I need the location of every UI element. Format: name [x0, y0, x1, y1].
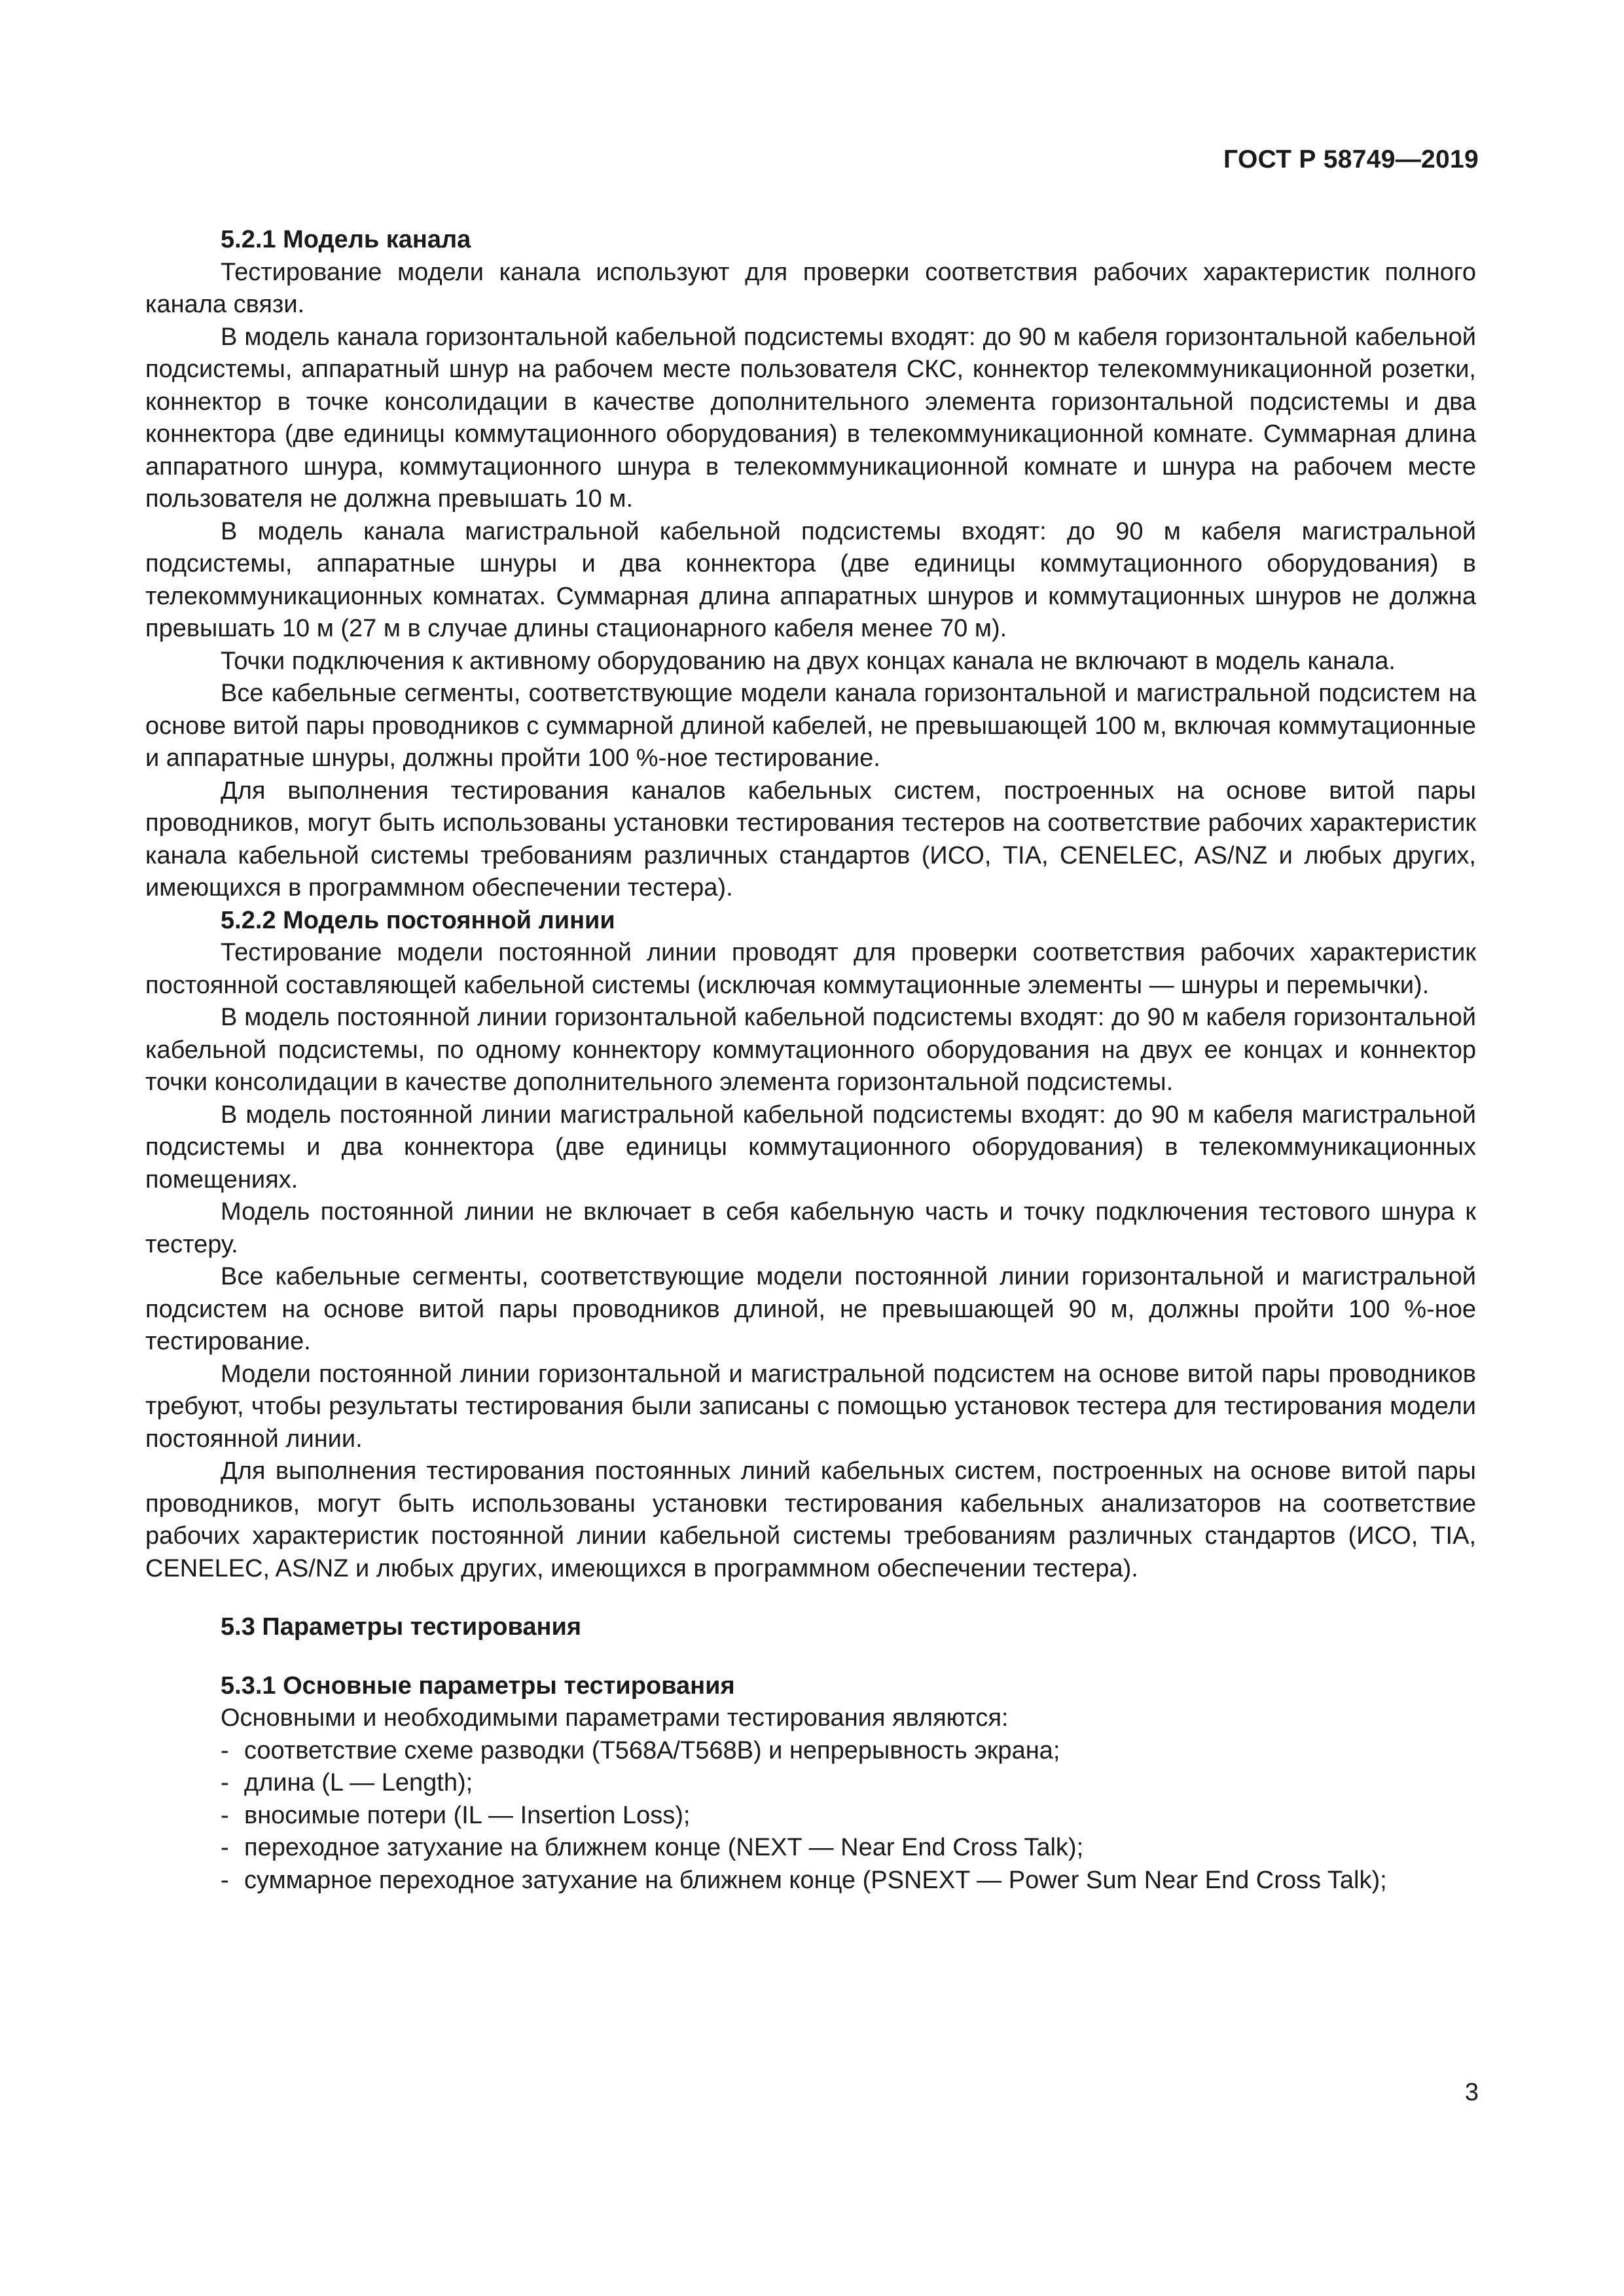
section-heading-5-3: 5.3 Параметры тестирования — [221, 1613, 581, 1641]
paragraph: Тестирование модели канала используют для проверки соответствия рабочих характеристик полного канала связи. — [145, 258, 1476, 318]
paragraph: В модель канала горизонтальной кабельной подсистемы входят: до 90 м кабеля горизонтальной кабельной подсистемы, аппаратный шнур на рабочем месте пользователя СКС, коннектор телекоммуникационной розетки, коннектор в точке консолидации в качестве дополнительного элемента горизонтальной подсистемы и два коннектора (две единицы коммутационного оборудования) в телекоммуникационной комнате. Суммарная длина аппаратного шнура, коммутационного шнура в телекоммуникационной комнате и шнура на рабочем месте пользователя не должна превышать 10 м. — [145, 323, 1476, 513]
paragraph: Для выполнения тестирования постоянных линий кабельных систем, построенных на основе витой пары проводников, могут быть использованы установки тестирования кабельных анализаторов на соответствие рабочих характеристик постоянной линии кабельной системы требованиям различных стандартов (ИСО, TIA, CENELEC, AS/NZ и любых других, имеющихся в программном обеспечении тестера). — [145, 1457, 1476, 1582]
list-item-text: вносимые потери (IL — Insertion Loss); — [244, 1801, 691, 1829]
paragraph: В модель постоянной линии магистральной кабельной подсистемы входят: до 90 м кабеля магистральной подсистемы и два коннектора (две единицы коммутационного оборудования) в телекоммуникационных помещениях. — [145, 1101, 1476, 1194]
paragraph: Для выполнения тестирования каналов кабельных систем, построенных на основе витой пары проводников, могут быть использованы установки тестирования тестеров на соответствие рабочих характеристик канала кабельной системы требованиям различных стандартов (ИСО, TIA, CENELEC, AS/NZ и любых других, имеющихся в программном обеспечении тестера). — [145, 776, 1476, 902]
list-dash: - — [221, 1801, 229, 1829]
section-heading-5-2-2: 5.2.2 Модель постоянной линии — [221, 906, 615, 934]
page-number: 3 — [1464, 2079, 1479, 2106]
paragraph: Все кабельные сегменты, соответствующие модели канала горизонтальной и магистральной подсистем на основе витой пары проводников с суммарной длиной кабелей, не превышающей 100 м, включая коммутационные и аппаратные шнуры, должны пройти 100 %-ное тестирование. — [145, 680, 1476, 772]
paragraph: Тестирование модели постоянной линии проводят для проверки соответствия рабочих характеристик постоянной составляющей кабельной системы (исключая коммутационные элементы — шнуры и перемычки). — [145, 939, 1476, 999]
page-content — [145, 224, 1476, 1897]
section-heading-5-3-1: 5.3.1 Основные параметры тестирования — [221, 1671, 735, 1700]
list-item — [145, 1735, 1476, 1768]
list-item — [145, 1767, 1476, 1800]
paragraph: Основными и необходимыми параметрами тестирования являются: — [221, 1704, 1009, 1732]
list-dash: - — [221, 1769, 229, 1796]
list-item — [145, 1832, 1476, 1865]
list-dash: - — [221, 1834, 229, 1861]
paragraph: В модель канала магистральной кабельной подсистемы входят: до 90 м кабеля магистральной подсистемы, аппаратные шнуры и два коннектора (две единицы коммутационного оборудования) в телекоммуникационных комнатах. Суммарная длина аппаратных шнуров и коммутационных шнуров не должна превышать 10 м (27 м в случае длины стационарного кабеля менее 70 м). — [145, 517, 1476, 642]
list-item-text: длина (L — Length); — [244, 1769, 473, 1796]
list-item-text: переходное затухание на ближнем конце (NEXT — Near End Cross Talk); — [244, 1834, 1084, 1861]
paragraph: Модель постоянной линии не включает в себя кабельную часть и точку подключения тестового шнура к тестеру. — [145, 1198, 1476, 1258]
list-item-text: соответствие схеме разводки (T568A/T568B) и непрерывность экрана; — [244, 1736, 1060, 1764]
parameter-list — [145, 1735, 1476, 1897]
list-item — [145, 1800, 1476, 1832]
list-item-text: суммарное переходное затухание на ближнем конце (PSNEXT — Power Sum Near End Cross Talk); — [244, 1866, 1387, 1894]
list-item — [145, 1865, 1476, 1897]
paragraph: Модели постоянной линии горизонтальной и магистральной подсистем на основе витой пары проводников требуют, чтобы результаты тестирования были записаны с помощью установок тестера для тестирования модели постоянной линии. — [145, 1360, 1476, 1453]
section-heading-5-2-1: 5.2.1 Модель канала — [221, 226, 471, 253]
list-dash: - — [221, 1866, 229, 1894]
paragraph: Точки подключения к активному оборудованию на двух концах канала не включают в модель канала. — [221, 647, 1396, 675]
list-dash: - — [221, 1736, 229, 1764]
standard-designation: ГОСТ Р 58749—2019 — [1223, 145, 1479, 173]
paragraph: В модель постоянной линии горизонтальной кабельной подсистемы входят: до 90 м кабеля горизонтальной кабельной подсистемы, по одному коннектору коммутационного оборудования на двух ее концах и коннектор точки консолидации в качестве дополнительного элемента горизонтальной подсистемы. — [145, 1004, 1476, 1096]
paragraph: Все кабельные сегменты, соответствующие модели постоянной линии горизонтальной и магистральной подсистем на основе витой пары проводников длиной, не превышающей 90 м, должны пройти 100 %-ное тестирование. — [145, 1263, 1476, 1355]
